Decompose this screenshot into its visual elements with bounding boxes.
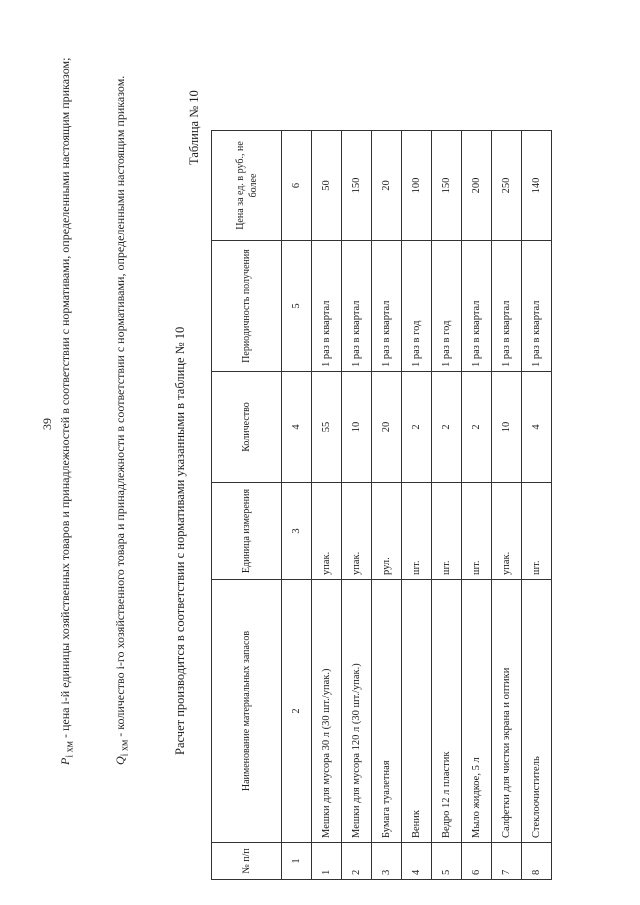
- item-name: Мешки для мусора 30 л (30 шт./упак.): [312, 580, 342, 843]
- item-unit: шт.: [402, 483, 432, 580]
- item-name: Мыло жидкое, 5 л: [462, 580, 492, 843]
- column-number: 1: [282, 843, 312, 880]
- column-number-row: [282, 131, 312, 880]
- item-name: Веник: [402, 580, 432, 843]
- page-number: 39: [40, 418, 54, 430]
- column-number: 2: [282, 580, 312, 843]
- item-unit: упак.: [342, 483, 372, 580]
- item-quantity: 2: [432, 372, 462, 483]
- item-unit: упак.: [492, 483, 522, 580]
- table-row: [342, 131, 372, 880]
- item-name: Мешки для мусора 120 л (30 шт./упак.): [342, 580, 372, 843]
- header-cell: Количество: [212, 372, 282, 483]
- item-quantity: 2: [462, 372, 492, 483]
- item-price: 20: [372, 131, 402, 241]
- row-number: 5: [432, 843, 462, 880]
- item-unit: рул.: [372, 483, 402, 580]
- column-number: 6: [282, 131, 312, 241]
- header-cell: Наименование материальных запасов: [212, 580, 282, 843]
- item-unit: шт.: [462, 483, 492, 580]
- definition-subscript: i хм: [64, 741, 76, 758]
- item-period: 1 раз в квартал: [372, 241, 402, 372]
- row-number: 6: [462, 843, 492, 880]
- row-number: 3: [372, 843, 402, 880]
- item-price: 250: [492, 131, 522, 241]
- item-price: 140: [522, 131, 552, 241]
- item-period: 1 раз в год: [402, 241, 432, 372]
- definition-symbol: Q: [113, 756, 127, 765]
- definition-text: - количество i-го хозяйственного товара и принадлежности в соответствии с нормативами, определенными настоящим приказом.: [113, 75, 127, 740]
- item-price: 100: [402, 131, 432, 241]
- item-name: Бумага туалетная: [372, 580, 402, 843]
- item-name: Ведро 12 л пластик: [432, 580, 462, 843]
- definition-text: - цена i-й единицы хозяйственных товаров и принадлежностей в соответствии с нормативами, определенными настоящим приказом;: [58, 57, 72, 742]
- column-number: 5: [282, 241, 312, 372]
- item-period: 1 раз в квартал: [312, 241, 342, 372]
- definition-price: [58, 25, 77, 765]
- item-price: 200: [462, 131, 492, 241]
- item-period: 1 раз в квартал: [462, 241, 492, 372]
- row-number: 1: [312, 843, 342, 880]
- header-cell: № п/п: [212, 843, 282, 880]
- table-header-row: [212, 131, 282, 880]
- item-unit: упак.: [312, 483, 342, 580]
- table-row: [522, 131, 552, 880]
- item-quantity: 10: [492, 372, 522, 483]
- row-number: 7: [492, 843, 522, 880]
- column-number: 3: [282, 483, 312, 580]
- table-row: [462, 131, 492, 880]
- item-period: 1 раз в год: [432, 241, 462, 372]
- header-cell: Цена за ед. в руб., не более: [212, 131, 282, 241]
- table-row: [372, 131, 402, 880]
- table-row: [312, 131, 342, 880]
- row-number: 4: [402, 843, 432, 880]
- item-quantity: 55: [312, 372, 342, 483]
- item-period: 1 раз в квартал: [522, 241, 552, 372]
- item-price: 150: [432, 131, 462, 241]
- row-number: 2: [342, 843, 372, 880]
- column-number: 4: [282, 372, 312, 483]
- item-period: 1 раз в квартал: [342, 241, 372, 372]
- header-cell: Единица измерения: [212, 483, 282, 580]
- item-period: 1 раз в квартал: [492, 241, 522, 372]
- item-name: Салфетки для чистки экрана и оптики: [492, 580, 522, 843]
- table-row: [402, 131, 432, 880]
- definition-subscript: i хм: [119, 739, 131, 757]
- item-unit: шт.: [432, 483, 462, 580]
- header-cell: Периодичность получения: [212, 241, 282, 372]
- item-quantity: 10: [342, 372, 372, 483]
- item-unit: шт.: [522, 483, 552, 580]
- table-title: Таблица № 10: [187, 90, 201, 165]
- item-price: 50: [312, 131, 342, 241]
- definition-quantity: [113, 25, 132, 765]
- table-row: [432, 131, 462, 880]
- item-quantity: 4: [522, 372, 552, 483]
- item-quantity: 20: [372, 372, 402, 483]
- intro-text: Расчет производится в соответствии с нормативами указанными в таблице № 10: [173, 326, 187, 755]
- item-name: Стеклоочиститель: [522, 580, 552, 843]
- item-price: 150: [342, 131, 372, 241]
- definition-symbol: P: [58, 757, 72, 765]
- row-number: 8: [522, 843, 552, 880]
- norms-table: [211, 130, 552, 880]
- table-row: [492, 131, 522, 880]
- item-quantity: 2: [402, 372, 432, 483]
